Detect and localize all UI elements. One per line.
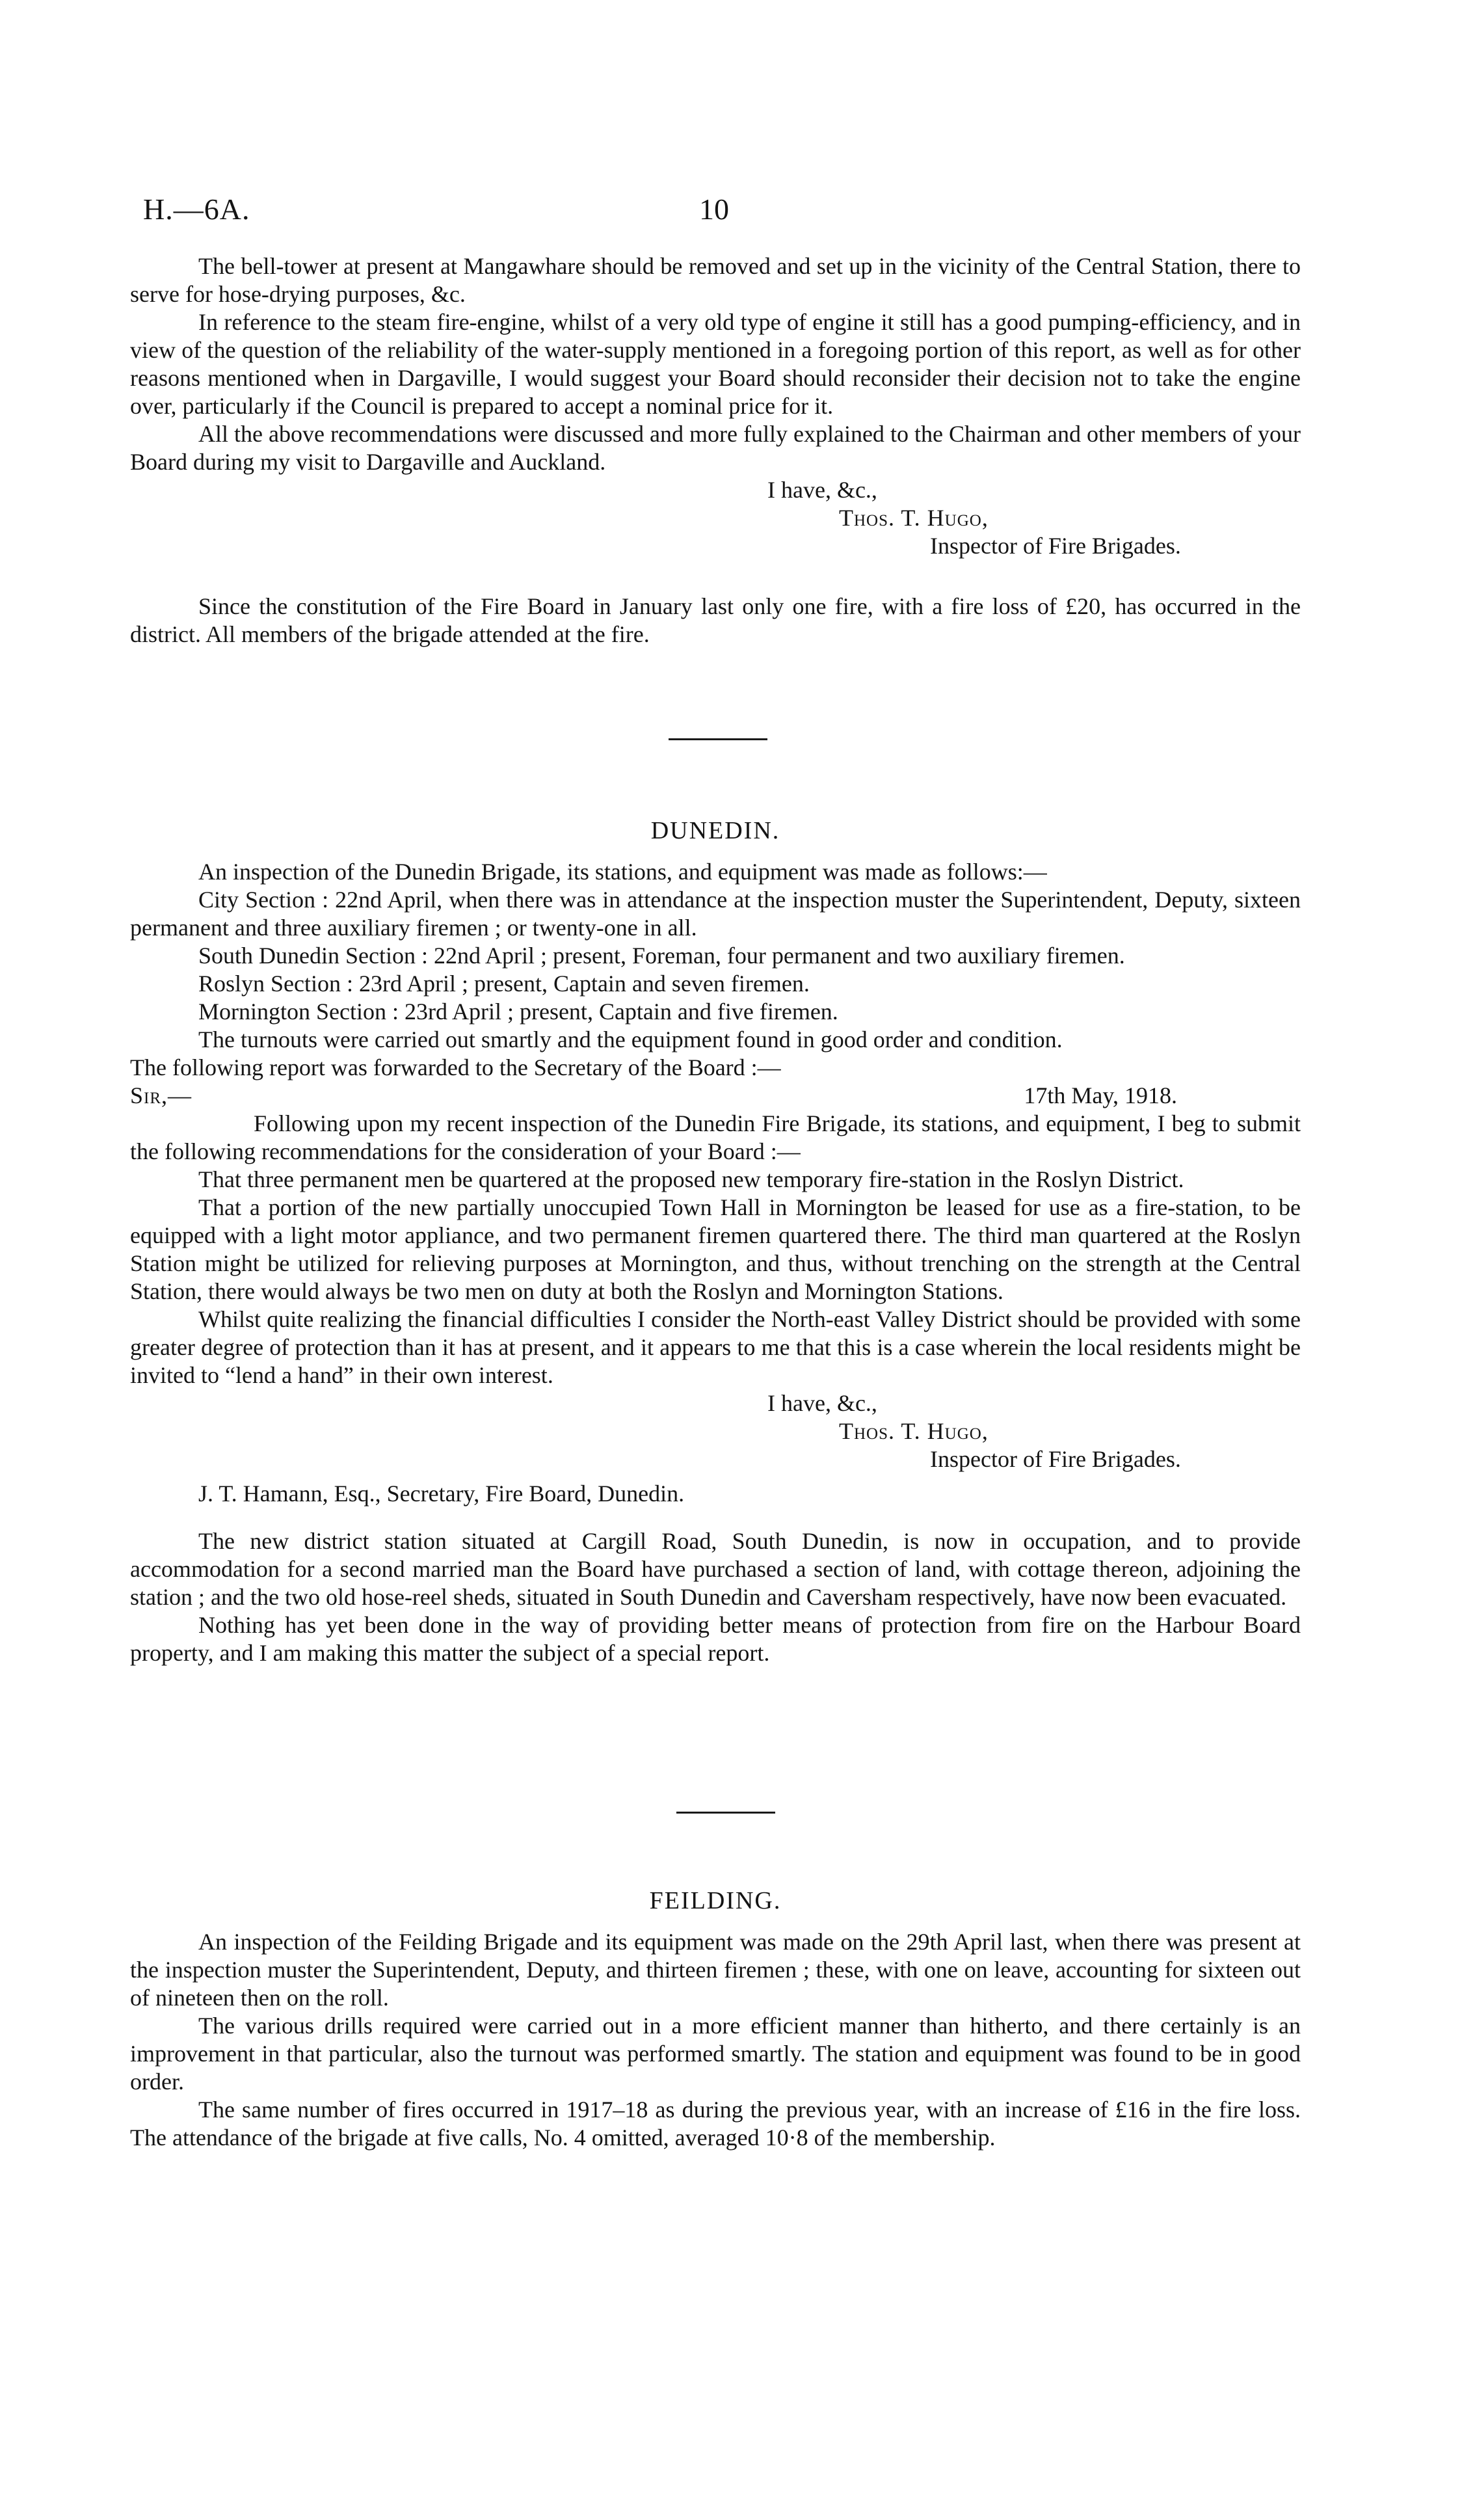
paragraph: In reference to the steam fire-engine, whilst of a very old type of engine it still has a good pumping-efficiency, and in view of the question of the reliability of the water-supply mentioned in a foregoing portion of this report, as well as for other reasons mentioned when in Dargaville, I would suggest your Board should reconsider their decision not to take the engine over, particularly if the Council is prepared to accept a nominal price for it. bbox=[130, 309, 1301, 419]
letter-paragraph: That three permanent men be quartered at the proposed new temporary fire-station in the Roslyn District. bbox=[198, 1166, 1184, 1192]
signature-block bbox=[130, 476, 1301, 560]
letter-header bbox=[130, 1082, 1301, 1110]
paragraph: The various drills required were carried out in a more efficient manner than hitherto, and there certainly is an improvement in that particular, also the turnout was performed smartly. The station and equipment was found to be in good order. bbox=[130, 2013, 1301, 2095]
document-code: H.—6A. bbox=[143, 193, 250, 226]
paragraph: An inspection of the Dunedin Brigade, its stations, and equipment was made as follows:— bbox=[198, 859, 1047, 885]
paragraph: An inspection of the Feilding Brigade and its equipment was made on the 29th April last, when there was present at the inspection muster the Superintendent, Deputy, and thirteen firemen ; these, with one on leave, accounting for sixteen out of nineteen then on the roll. bbox=[130, 1929, 1301, 2011]
section-divider bbox=[676, 1812, 775, 1814]
paragraph: Nothing has yet been done in the way of providing better means of protection from fire on the Harbour Board property, and I am making this matter the subject of a special report. bbox=[130, 1612, 1301, 1666]
paragraph: The bell-tower at present at Mangawhare should be removed and set up in the vicinity of the Central Station, there to serve for hose-drying purposes, &c. bbox=[130, 253, 1301, 307]
signer-title: Inspector of Fire Brigades. bbox=[930, 1446, 1181, 1472]
dargaville-section bbox=[130, 252, 1301, 649]
letter-date: 17th May, 1918. bbox=[1024, 1082, 1177, 1108]
letter-paragraph: Following upon my recent inspection of the Dunedin Fire Brigade, its stations, and equipment, I beg to submit the following recommendations for the consideration of your Board :— bbox=[130, 1110, 1301, 1164]
signer-name: Thos. T. Hugo, bbox=[839, 505, 989, 531]
paragraph: All the above recommendations were discussed and more fully explained to the Chairman and other members of your Board during my visit to Dargaville and Auckland. bbox=[130, 421, 1301, 475]
paragraph: The turnouts were carried out smartly and the equipment found in good order and condition. bbox=[198, 1026, 1063, 1052]
salutation: Sir,— bbox=[130, 1082, 193, 1108]
addressee: J. T. Hamann, Esq., Secretary, Fire Board, Dunedin. bbox=[198, 1481, 685, 1507]
signer-name: Thos. T. Hugo, bbox=[839, 1418, 989, 1444]
section-heading-feilding: FEILDING. bbox=[649, 1887, 782, 1914]
letter-paragraph: That a portion of the new partially unoccupied Town Hall in Mornington be leased for use as a fire-station, to be equipped with a light motor appliance, and two permanent firemen quartered there. The third man quartered at the Roslyn Station might be utilized for relieving purposes at Mornington, and thus, without trenching on the strength at the Central Station, there would always be two men on duty at both the Roslyn and Mornington Stations. bbox=[130, 1194, 1301, 1304]
paragraph: City Section : 22nd April, when there was in attendance at the inspection muster the Superintendent, Deputy, sixteen permanent and three auxiliary firemen ; or twenty-one in all. bbox=[130, 887, 1301, 941]
paragraph: Mornington Section : 23rd April ; present, Captain and five firemen. bbox=[198, 999, 838, 1025]
paragraph: The following report was forwarded to the Secretary of the Board :— bbox=[130, 1054, 781, 1080]
section-heading-dunedin: DUNEDIN. bbox=[650, 817, 780, 844]
signoff: I have, &c., bbox=[767, 1390, 877, 1416]
paragraph: The same number of fires occurred in 1917–18 as during the previous year, with an increase of £16 in the fire loss. The attendance of the brigade at five calls, No. 4 omitted, averaged 10·8 of the membership. bbox=[130, 2097, 1301, 2151]
signer-title: Inspector of Fire Brigades. bbox=[930, 533, 1181, 559]
section-divider bbox=[669, 738, 767, 740]
page-number: 10 bbox=[699, 193, 729, 226]
paragraph: South Dunedin Section : 22nd April ; present, Foreman, four permanent and two auxiliary firemen. bbox=[198, 943, 1125, 969]
dunedin-section bbox=[130, 816, 1301, 1667]
paragraph: Roslyn Section : 23rd April ; present, Captain and seven firemen. bbox=[198, 971, 810, 997]
signature-block bbox=[130, 1389, 1301, 1473]
signoff: I have, &c., bbox=[767, 477, 877, 503]
letter-paragraph: Whilst quite realizing the financial difficulties I consider the North-east Valley District should be provided with some greater degree of protection than it has at present, and it appears to me that this is a case wherein the local residents might be invited to “lend a hand” in their own interest. bbox=[130, 1306, 1301, 1388]
feilding-section bbox=[130, 1886, 1301, 2152]
closing-paragraph: Since the constitution of the Fire Board in January last only one fire, with a fire loss of £20, has occurred in the district. All members of the brigade attended at the fire. bbox=[130, 593, 1301, 647]
paragraph: The new district station situated at Cargill Road, South Dunedin, is now in occupation, and to provide accommodation for a second married man the Board have purchased a section of land, with cottage thereon, adjoining the station ; and the two old hose-reel sheds, situated in South Dunedin and Caversham respectively, have now been evacuated. bbox=[130, 1528, 1301, 1610]
